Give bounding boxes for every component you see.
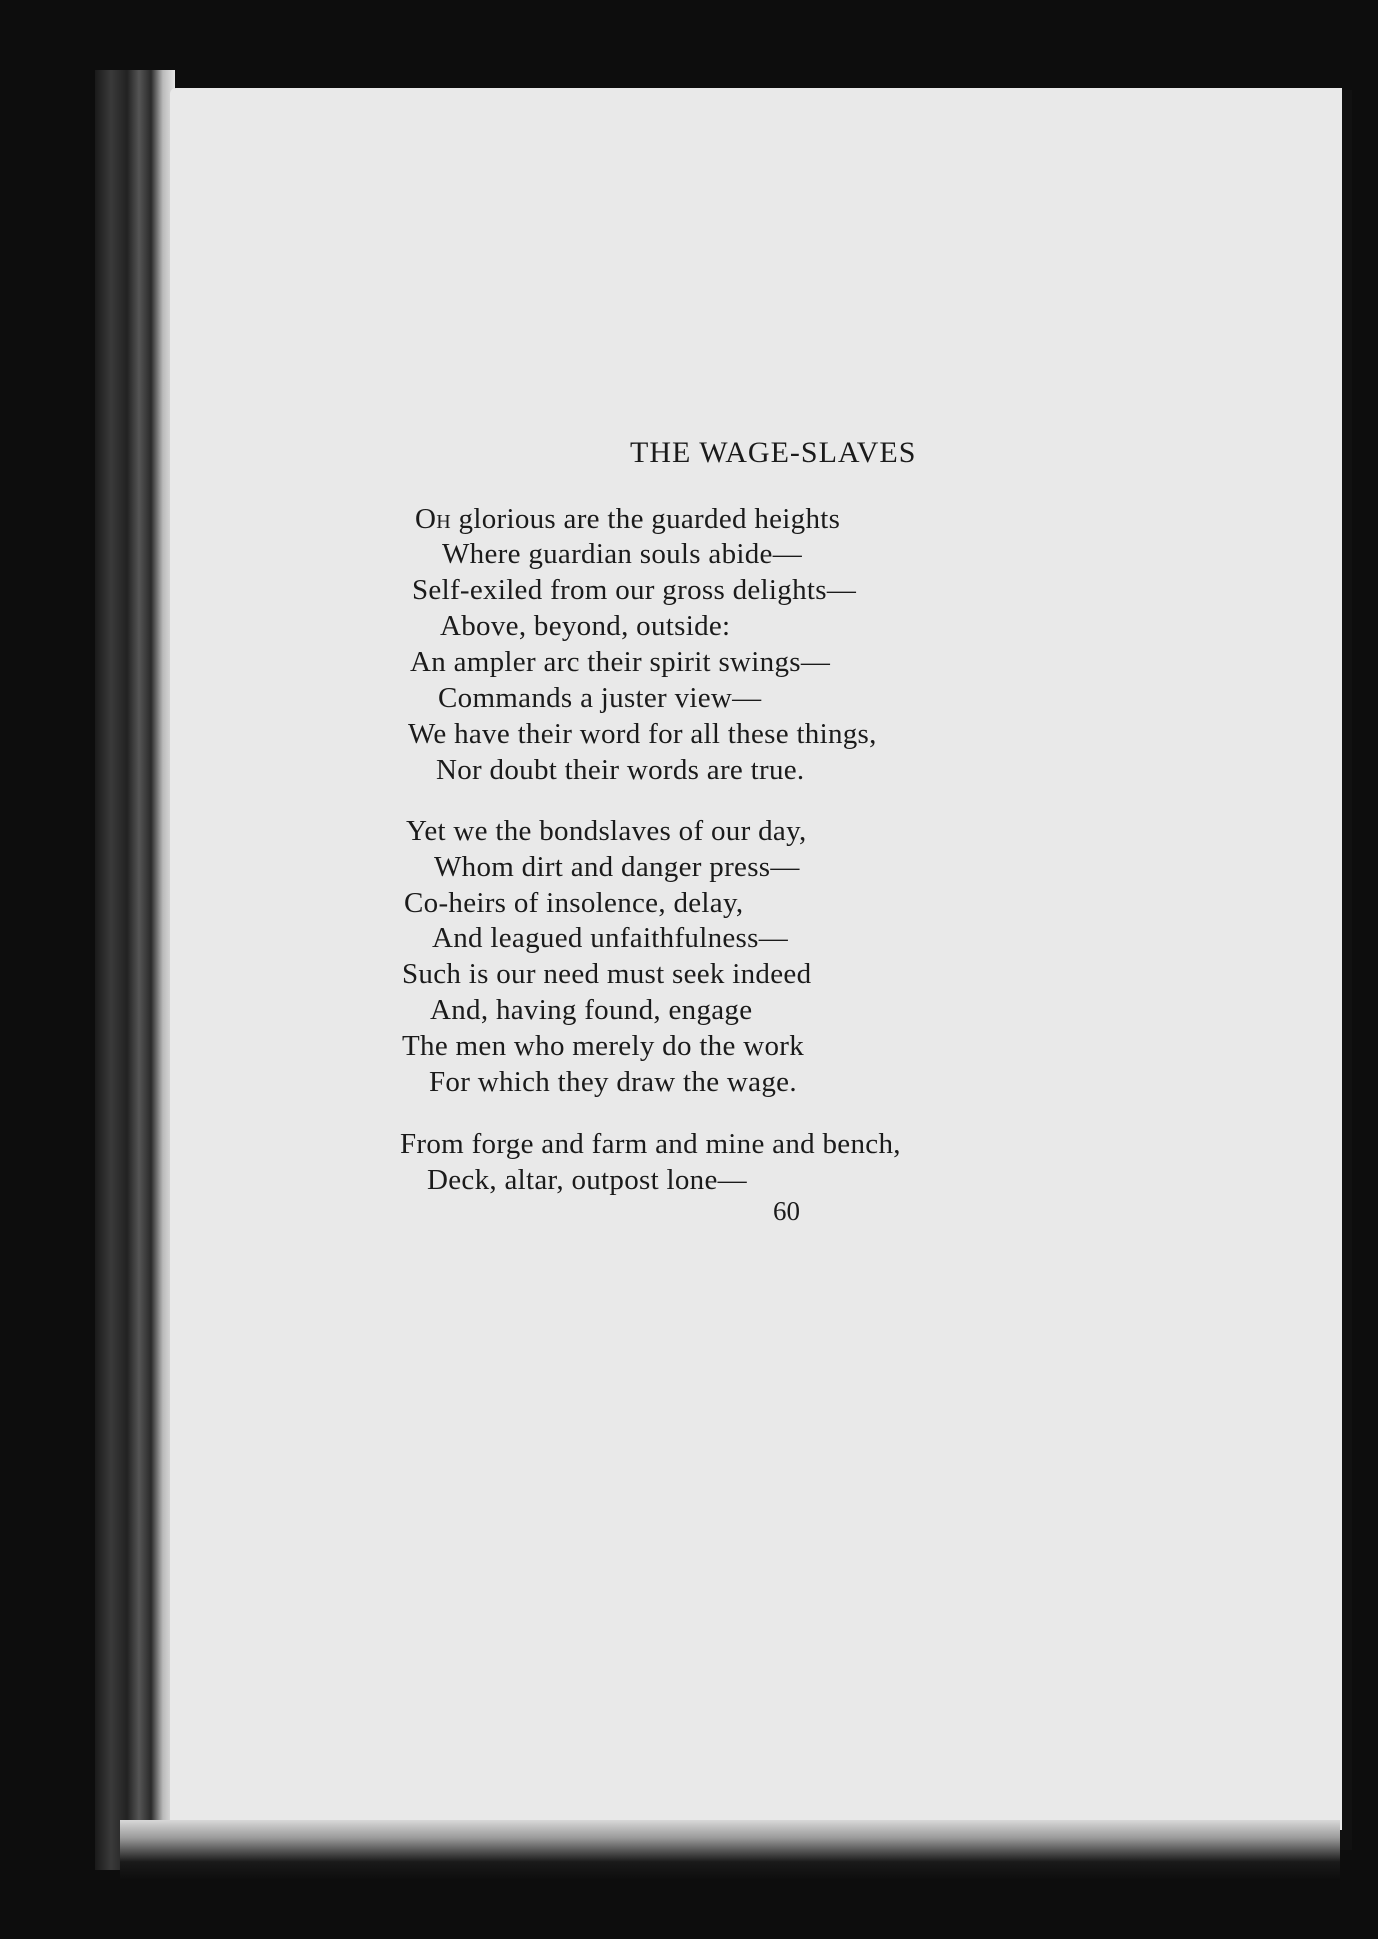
poem-line: The men who merely do the work (402, 1030, 805, 1062)
poem-line: From forge and farm and mine and bench, (400, 1128, 901, 1160)
poem-line: Nor doubt their words are true. (436, 754, 805, 786)
poem-line: Deck, altar, outpost lone— (427, 1164, 747, 1196)
page-number: 60 (773, 1196, 800, 1226)
poem-line: Whom dirt and danger press— (434, 851, 800, 883)
poem-line: We have their word for all these things, (408, 718, 877, 750)
book-binding (95, 70, 175, 1870)
page-bottom-edge (120, 1820, 1340, 1880)
poem-line: Oh glorious are the guarded heights (415, 503, 841, 535)
poem-line: Such is our need must seek indeed (402, 958, 812, 990)
poem-line: Above, beyond, outside: (440, 610, 731, 642)
poem-line: Commands a juster view— (438, 682, 762, 714)
poem-line: For which they draw the wage. (429, 1066, 797, 1098)
drop-word: Oh (415, 503, 451, 535)
poem-line: Self-exiled from our gross delights— (412, 574, 857, 606)
poem-line: And leagued unfaithfulness— (432, 922, 789, 954)
poem-title: THE WAGE-SLAVES (630, 436, 917, 469)
poem-line: Co-heirs of insolence, delay, (404, 887, 744, 919)
poem-line: An ampler arc their spirit swings— (410, 646, 831, 678)
poem-line: And, having found, engage (430, 994, 753, 1026)
poem (170, 88, 1342, 1830)
poem-line: Where guardian souls abide— (442, 538, 803, 570)
poem-line: Yet we the bondslaves of our day, (406, 815, 807, 847)
book-page (170, 88, 1342, 1830)
